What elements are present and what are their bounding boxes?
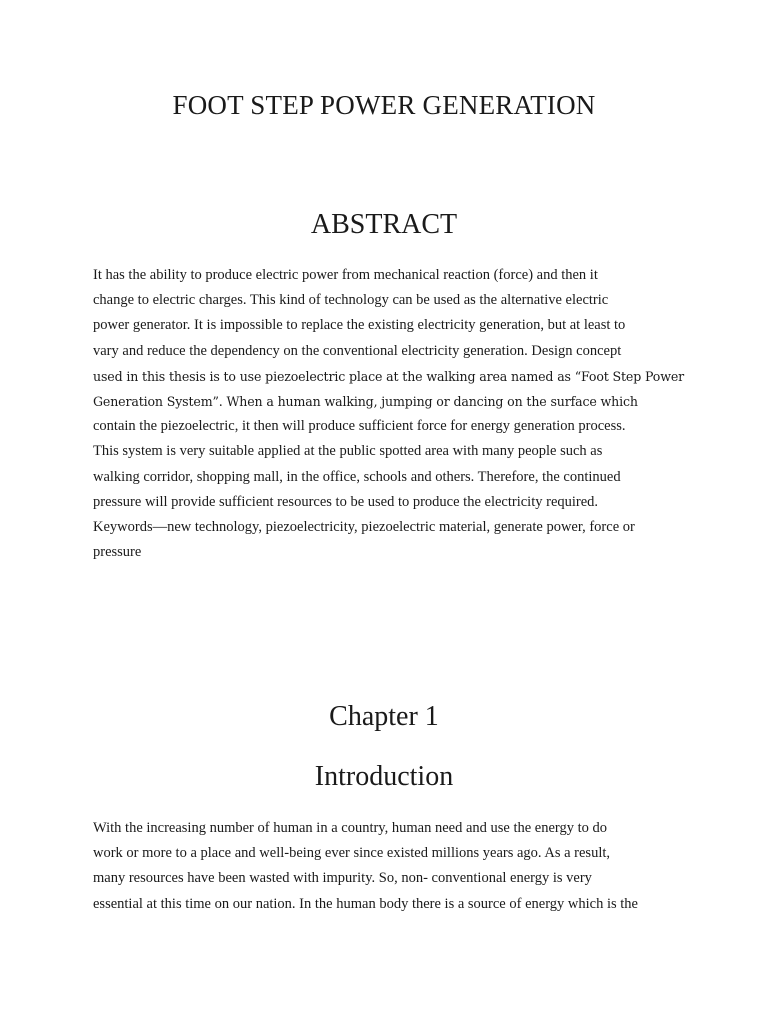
- abstract-line: power generator. It is impossible to replace the existing electricity generation, but at least to: [93, 317, 626, 334]
- abstract-line: vary and reduce the dependency on the conventional electricity generation. Design concept: [93, 342, 622, 359]
- introduction-body: [93, 816, 683, 917]
- introduction-line: many resources have been wasted with impurity. So, non- conventional energy is very: [93, 870, 592, 887]
- abstract-line: Keywords—new technology, piezoelectricity, piezoelectric material, generate power, force or: [93, 519, 635, 536]
- abstract-line: walking corridor, shopping mall, in the office, schools and others. Therefore, the continued: [93, 468, 621, 485]
- abstract-heading: ABSTRACT: [310, 209, 458, 240]
- abstract-line: contain the piezoelectric, it then will produce sufficient force for energy generation process.: [93, 418, 626, 435]
- document-title: FOOT STEP POWER GENERATION: [172, 90, 596, 120]
- introduction-heading: Introduction: [314, 761, 454, 792]
- chapter-label: Chapter 1: [329, 701, 439, 732]
- introduction-line: essential at this time on our nation. In the human body there is a source of energy which is the: [93, 895, 638, 912]
- abstract-line: It has the ability to produce electric power from mechanical reaction (force) and then it: [93, 267, 598, 283]
- abstract-line: This system is very suitable applied at the public spotted area with many people such as: [93, 443, 603, 460]
- abstract-line: Generation System”. When a human walking, jumping or dancing on the surface which: [93, 394, 638, 410]
- abstract-line: used in this thesis is to use piezoelectric place at the walking area named as “Foot Step Power: [93, 368, 685, 384]
- introduction-line: work or more to a place and well-being ever since existed millions years ago. As a result,: [93, 845, 611, 862]
- abstract-line: change to electric charges. This kind of technology can be used as the alternative electric: [93, 292, 609, 309]
- abstract-body: [93, 263, 683, 565]
- introduction-line: With the increasing number of human in a country, human need and use the energy to do: [93, 820, 608, 836]
- abstract-line: pressure will provide sufficient resources to be used to produce the electricity required.: [93, 493, 599, 510]
- abstract-line: pressure: [93, 544, 142, 561]
